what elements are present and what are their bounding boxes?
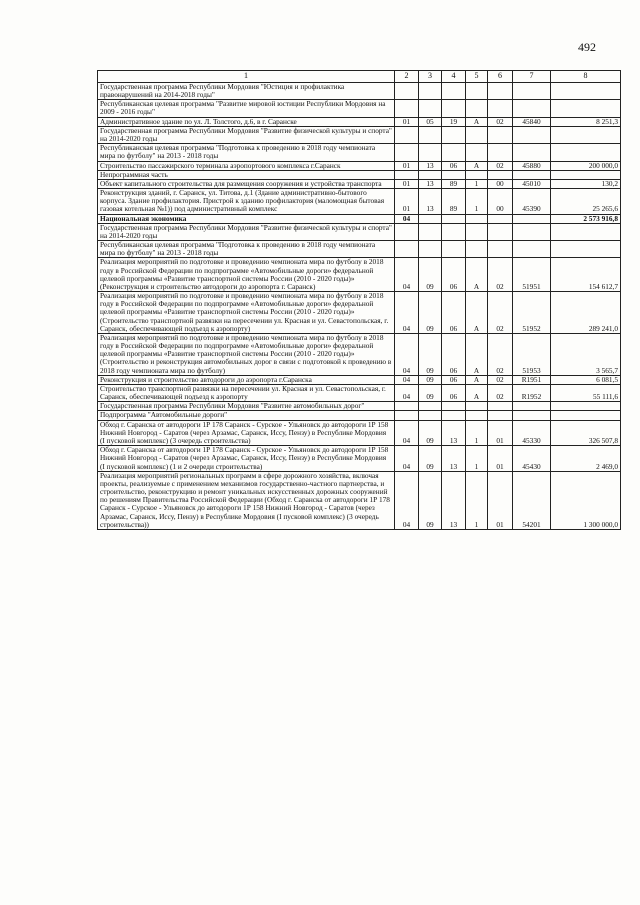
section-code-cell	[395, 411, 419, 420]
table-row	[98, 384, 621, 401]
program-code-cell	[442, 144, 466, 161]
expense-code-cell: 45390	[513, 189, 551, 215]
program-code-cell	[442, 223, 466, 240]
expense-code-cell: 54201	[513, 471, 551, 529]
subsection-code-cell: 05	[419, 117, 442, 126]
item-code-cell	[488, 82, 513, 99]
expense-code-cell	[513, 144, 551, 161]
row-name-cell: Строительство транспортной развязки на пересечении ул. Красная и ул. Севастопольская, г. Саранск, обеспечивающей подъезд к аэропорту	[98, 384, 395, 401]
subsection-code-cell	[419, 82, 442, 99]
program-code-cell	[442, 402, 466, 411]
column-header: 1	[98, 71, 395, 83]
table-row	[98, 420, 621, 446]
subprogram-code-cell: 1	[466, 471, 488, 529]
section-code-cell	[395, 144, 419, 161]
program-code-cell: 06	[442, 258, 466, 292]
subsection-code-cell: 09	[419, 420, 442, 446]
subprogram-code-cell	[466, 100, 488, 117]
amount-cell: 289 241,0	[551, 292, 621, 334]
program-code-cell: 89	[442, 189, 466, 215]
subprogram-code-cell: А	[466, 161, 488, 170]
subprogram-code-cell: А	[466, 117, 488, 126]
row-name-cell: Государственная программа Республики Мордовия "Юстиция и профилактика правонарушений на 2014-2018 годы"	[98, 82, 395, 99]
table-row	[98, 223, 621, 240]
subsection-code-cell	[419, 402, 442, 411]
subsection-code-cell	[419, 126, 442, 143]
row-name-cell: Республиканская целевая программа "Подготовка к проведению в 2018 году чемпионата мира по футболу" на 2013 - 2018 годы	[98, 144, 395, 161]
subsection-code-cell	[419, 100, 442, 117]
subsection-code-cell	[419, 170, 442, 179]
subprogram-code-cell	[466, 82, 488, 99]
expense-code-cell: 45840	[513, 117, 551, 126]
table-row	[98, 411, 621, 420]
row-name-cell: Республиканская целевая программа "Подготовка к проведению в 2018 году чемпионата мира по футболу" на 2013 - 2018 годы	[98, 241, 395, 258]
amount-cell: 200 000,0	[551, 161, 621, 170]
subprogram-code-cell: А	[466, 258, 488, 292]
subprogram-code-cell	[466, 402, 488, 411]
expense-code-cell: 45430	[513, 446, 551, 472]
amount-cell	[551, 411, 621, 420]
table-row	[98, 214, 621, 223]
table-row	[98, 402, 621, 411]
subprogram-code-cell	[466, 126, 488, 143]
expense-code-cell: 45880	[513, 161, 551, 170]
row-name-cell: Реконструкция и строительство автодороги до аэропорта г.Саранска	[98, 375, 395, 384]
amount-cell	[551, 82, 621, 99]
program-code-cell	[442, 126, 466, 143]
subprogram-code-cell	[466, 170, 488, 179]
page-number: 492	[578, 40, 596, 54]
expense-code-cell	[513, 100, 551, 117]
program-code-cell: 19	[442, 117, 466, 126]
program-code-cell	[442, 82, 466, 99]
row-name-cell: Реализация мероприятий по подготовке и проведению чемпионата мира по футболу в 2018 году в Российской Федерации по подпрограмме «Автомобильные дороги» федеральной целевой программы «Развитие транспортной системы России (2010 - 2020 годы)» (Строительство транспортной развязки на пересечении ул. Красная и ул. Севастопольская, г. Саранск, обеспечивающей подъезд к аэропорту)	[98, 292, 395, 334]
subprogram-code-cell: А	[466, 384, 488, 401]
section-code-cell: 04	[395, 333, 419, 375]
program-code-cell	[442, 214, 466, 223]
row-name-cell: Реализация мероприятий по подготовке и проведению чемпионата мира по футболу в 2018 году в Российской Федерации по подпрограмме «Автомобильные дороги» федеральной целевой программы «Развитие транспортной системы России (2010 - 2020 годы)» (Строительство и реконструкция автомобильных дорог в связи с подготовкой к проведению в 2018 году чемпионата мира по футболу)	[98, 333, 395, 375]
expense-code-cell: R1952	[513, 384, 551, 401]
expense-code-cell	[513, 241, 551, 258]
section-code-cell: 01	[395, 189, 419, 215]
section-code-cell: 04	[395, 292, 419, 334]
table-row	[98, 292, 621, 334]
amount-cell: 2 469,0	[551, 446, 621, 472]
amount-cell	[551, 144, 621, 161]
row-name-cell: Государственная программа Республики Мордовия "Развитие автомобильных дорог"	[98, 402, 395, 411]
section-code-cell: 04	[395, 384, 419, 401]
expense-code-cell	[513, 411, 551, 420]
row-name-cell: Национальная экономика	[98, 214, 395, 223]
section-code-cell	[395, 100, 419, 117]
section-code-cell	[395, 241, 419, 258]
expense-code-cell: 51952	[513, 292, 551, 334]
program-code-cell: 06	[442, 161, 466, 170]
section-code-cell: 04	[395, 471, 419, 529]
amount-cell: 3 565,7	[551, 333, 621, 375]
amount-cell	[551, 223, 621, 240]
item-code-cell: 00	[488, 189, 513, 215]
amount-cell: 154 612,7	[551, 258, 621, 292]
item-code-cell	[488, 402, 513, 411]
column-header: 7	[513, 71, 551, 83]
expense-code-cell: 51953	[513, 333, 551, 375]
item-code-cell: 02	[488, 375, 513, 384]
amount-cell: 2 573 916,8	[551, 214, 621, 223]
column-header: 5	[466, 71, 488, 83]
section-code-cell: 01	[395, 117, 419, 126]
amount-cell: 1 300 000,0	[551, 471, 621, 529]
item-code-cell: 02	[488, 258, 513, 292]
row-name-cell: Обход г. Саранска от автодороги 1Р 178 Саранск - Сурское - Ульяновск до автодороги 1Р 158 Нижний Новгород - Саратов (через Арзамас, Саранск, Иссу, Пензу) в Республике Мордовия (I пусковой комплекс) (1 и 2 очереди строительства)	[98, 446, 395, 472]
row-name-cell: Государственная программа Республики Мордовия "Развитие физической культуры и спорта" на 2014-2020 годы	[98, 223, 395, 240]
subsection-code-cell: 09	[419, 258, 442, 292]
section-code-cell: 04	[395, 420, 419, 446]
table-row	[98, 446, 621, 472]
program-code-cell	[442, 170, 466, 179]
section-code-cell	[395, 223, 419, 240]
item-code-cell	[488, 241, 513, 258]
subprogram-code-cell	[466, 241, 488, 258]
subprogram-code-cell: 1	[466, 446, 488, 472]
section-code-cell	[395, 82, 419, 99]
item-code-cell	[488, 223, 513, 240]
item-code-cell: 02	[488, 384, 513, 401]
item-code-cell: 00	[488, 179, 513, 188]
amount-cell	[551, 402, 621, 411]
item-code-cell	[488, 170, 513, 179]
amount-cell: 326 507,8	[551, 420, 621, 446]
program-code-cell: 06	[442, 333, 466, 375]
expense-code-cell: 45330	[513, 420, 551, 446]
expense-code-cell	[513, 402, 551, 411]
expense-code-cell: 45010	[513, 179, 551, 188]
program-code-cell: 13	[442, 446, 466, 472]
section-code-cell	[395, 170, 419, 179]
table-row	[98, 179, 621, 188]
subprogram-code-cell	[466, 214, 488, 223]
expense-code-cell	[513, 170, 551, 179]
table-row	[98, 161, 621, 170]
expense-code-cell	[513, 126, 551, 143]
program-code-cell: 06	[442, 375, 466, 384]
expense-code-cell	[513, 214, 551, 223]
expense-code-cell	[513, 223, 551, 240]
subprogram-code-cell	[466, 411, 488, 420]
row-name-cell: Обход г. Саранска от автодороги 1Р 178 Саранск - Сурское - Ульяновск до автодороги 1Р 158 Нижний Новгород - Саратов (через Арзамас, Саранск, Иссу, Пензу) в Республике Мордовия (I пусковой комплекс) (3 очередь строительства)	[98, 420, 395, 446]
program-code-cell: 13	[442, 471, 466, 529]
table-row	[98, 471, 621, 529]
subprogram-code-cell: А	[466, 292, 488, 334]
column-header: 2	[395, 71, 419, 83]
table-row	[98, 126, 621, 143]
row-name-cell: Строительство пассажирского терминала аэропортового комплекса г.Саранск	[98, 161, 395, 170]
section-code-cell: 04	[395, 258, 419, 292]
item-code-cell	[488, 411, 513, 420]
subprogram-code-cell: А	[466, 333, 488, 375]
item-code-cell: 01	[488, 446, 513, 472]
table-body	[98, 82, 621, 529]
subprogram-code-cell: 1	[466, 179, 488, 188]
subsection-code-cell: 09	[419, 384, 442, 401]
table-row	[98, 189, 621, 215]
program-code-cell	[442, 100, 466, 117]
section-code-cell: 04	[395, 214, 419, 223]
subsection-code-cell	[419, 144, 442, 161]
table-row	[98, 170, 621, 179]
amount-cell	[551, 100, 621, 117]
subprogram-code-cell	[466, 144, 488, 161]
program-code-cell: 13	[442, 420, 466, 446]
table-row	[98, 375, 621, 384]
expense-code-cell	[513, 82, 551, 99]
table-row	[98, 82, 621, 99]
table-row	[98, 100, 621, 117]
item-code-cell	[488, 214, 513, 223]
section-code-cell: 01	[395, 179, 419, 188]
subsection-code-cell: 09	[419, 375, 442, 384]
amount-cell: 25 265,6	[551, 189, 621, 215]
column-header: 8	[551, 71, 621, 83]
item-code-cell: 02	[488, 117, 513, 126]
item-code-cell	[488, 100, 513, 117]
amount-cell: 55 111,6	[551, 384, 621, 401]
item-code-cell: 01	[488, 471, 513, 529]
subprogram-code-cell: 1	[466, 189, 488, 215]
program-code-cell	[442, 241, 466, 258]
subsection-code-cell: 09	[419, 471, 442, 529]
subsection-code-cell: 09	[419, 333, 442, 375]
item-code-cell	[488, 126, 513, 143]
section-code-cell: 04	[395, 375, 419, 384]
section-code-cell: 01	[395, 161, 419, 170]
section-code-cell	[395, 126, 419, 143]
row-name-cell: Государственная программа Республики Мордовия "Развитие физической культуры и спорта" на 2014-2020 годы	[98, 126, 395, 143]
row-name-cell: Реализация мероприятий региональных программ в сфере дорожного хозяйства, включая проекты, реализуемые с применением механизмов государственно-частного партнерства, и строительство, реконструкцию и ремонт уникальных искусственных дорожных сооружений по решениям Правительства Российской Федерации (Обход г. Саранска от автодороги 1Р 178 Саранск - Сурское - Ульяновск до автодороги 1Р 158 Нижний Новгород - Саратов (через Арзамас, Саранск, Иссу, Пензу) в Республике Мордовия (I пусковой комплекс) (3 очередь строительства))	[98, 471, 395, 529]
column-header: 3	[419, 71, 442, 83]
item-code-cell: 01	[488, 420, 513, 446]
table-row	[98, 144, 621, 161]
section-code-cell: 04	[395, 446, 419, 472]
program-code-cell	[442, 411, 466, 420]
amount-cell	[551, 170, 621, 179]
amount-cell: 8 251,3	[551, 117, 621, 126]
row-name-cell: Реконструкция зданий, г. Саранск, ул. Титова, д.1 (Здание административно-бытового корпуса. Здание профилактория. Пристрой к зданию профилактория (маломощная бытовая газовая котельная №1)) под административный комплекс	[98, 189, 395, 215]
table-row	[98, 258, 621, 292]
subsection-code-cell	[419, 241, 442, 258]
amount-cell: 130,2	[551, 179, 621, 188]
column-header: 4	[442, 71, 466, 83]
subsection-code-cell: 09	[419, 446, 442, 472]
subsection-code-cell: 13	[419, 179, 442, 188]
subsection-code-cell	[419, 214, 442, 223]
row-name-cell: Объект капитального строительства для размещения сооружения и устройства транспорта	[98, 179, 395, 188]
item-code-cell	[488, 144, 513, 161]
column-header: 6	[488, 71, 513, 83]
row-name-cell: Республиканская целевая программа "Развитие мировой юстиции Республики Мордовия на 2009 - 2016 годы"	[98, 100, 395, 117]
expense-code-cell: 51951	[513, 258, 551, 292]
table-row	[98, 117, 621, 126]
budget-table	[97, 70, 621, 530]
subsection-code-cell: 13	[419, 161, 442, 170]
section-code-cell	[395, 402, 419, 411]
program-code-cell: 06	[442, 384, 466, 401]
subprogram-code-cell: 1	[466, 420, 488, 446]
subsection-code-cell	[419, 223, 442, 240]
amount-cell: 6 081,5	[551, 375, 621, 384]
program-code-cell: 89	[442, 179, 466, 188]
row-name-cell: Административное здание по ул. Л. Толстого, д.6, в г. Саранске	[98, 117, 395, 126]
table-row	[98, 333, 621, 375]
item-code-cell: 02	[488, 333, 513, 375]
expense-code-cell: R1951	[513, 375, 551, 384]
subsection-code-cell: 13	[419, 189, 442, 215]
amount-cell	[551, 126, 621, 143]
item-code-cell: 02	[488, 292, 513, 334]
amount-cell	[551, 241, 621, 258]
subprogram-code-cell	[466, 223, 488, 240]
row-name-cell: Подпрограмма "Автомобильные дороги"	[98, 411, 395, 420]
row-name-cell: Реализация мероприятий по подготовке и проведению чемпионата мира по футболу в 2018 году в Российской Федерации по подпрограмме «Автомобильные дороги» федеральной целевой программы «Развитие транспортной системы России (2010 - 2020 годы)» (Реконструкция и строительство автодороги до аэропорта г. Саранск)	[98, 258, 395, 292]
program-code-cell: 06	[442, 292, 466, 334]
subsection-code-cell: 09	[419, 292, 442, 334]
subprogram-code-cell: А	[466, 375, 488, 384]
item-code-cell: 02	[488, 161, 513, 170]
subsection-code-cell	[419, 411, 442, 420]
row-name-cell: Непрограммная часть	[98, 170, 395, 179]
table-row	[98, 241, 621, 258]
header-row	[98, 71, 621, 83]
